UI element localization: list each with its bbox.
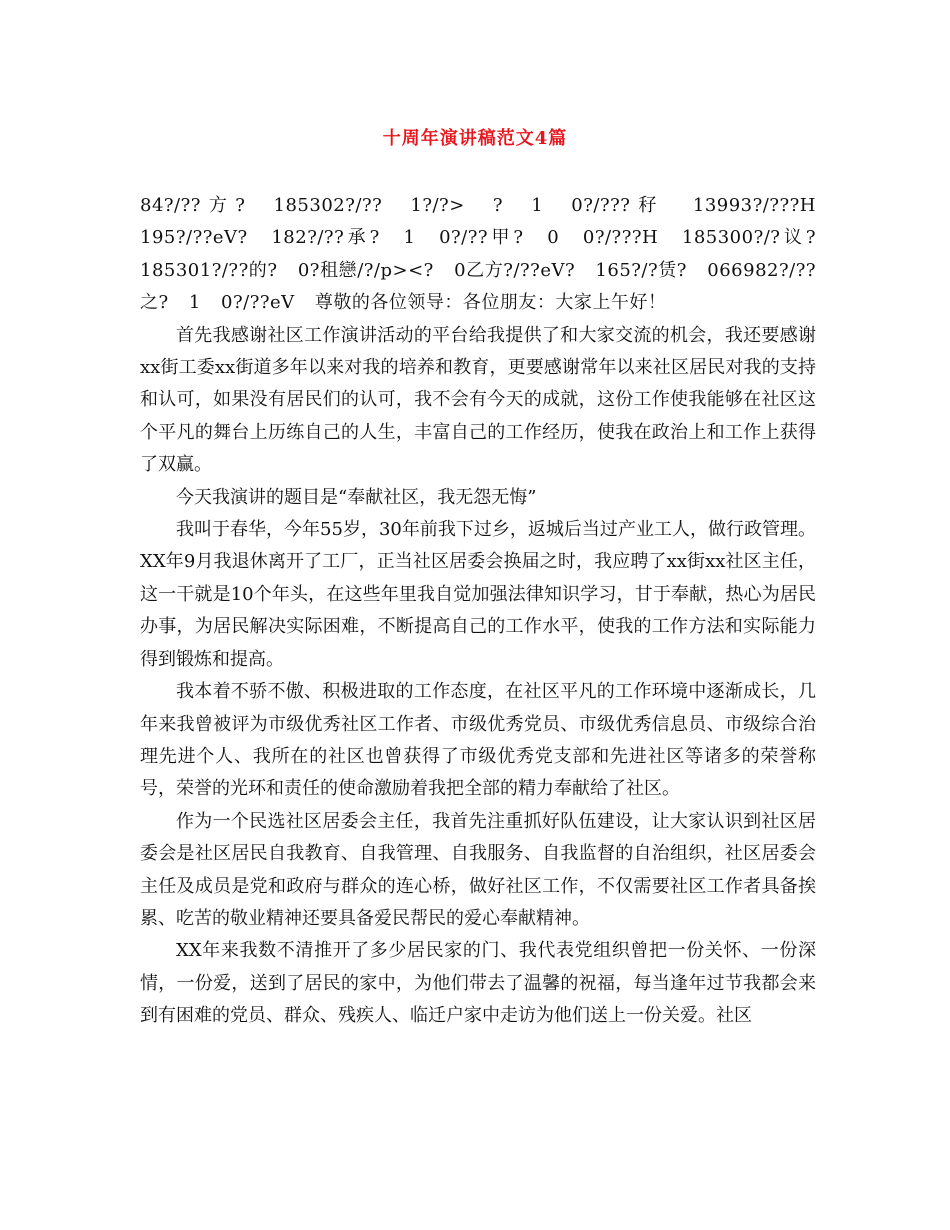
paragraph-thanks: 首先我感谢社区工作演讲活动的平台给我提供了和大家交流的机会，我还要感谢xx街工委xx街道多年以来对我的培养和教育，更要感谢常年以来社区居民对我的支持和认可，如果没有居民们的认可，我不会有今天的成就，这份工作使我能够在社区这个平凡的舞台上历练自己的人生，丰富自己的工作经历，使我在政治上和工作上获得了双赢。 <box>140 324 816 476</box>
document-body <box>140 190 816 1033</box>
paragraph-honors: 我本着不骄不傲、积极进取的工作态度，在社区平凡的工作环境中逐渐成长，几年来我曾被评为市级优秀社区工作者、市级优秀党员、市级优秀信息员、市级综合治理先进个人、我所在的社区也曾获得了市级优秀党支部和先进社区等诸多的荣誉称号，荣誉的光环和责任的使命激励着我把全部的精力奉献给了社区。 <box>140 681 816 800</box>
paragraph-team-building: 作为一个民选社区居委会主任，我首先注重抓好队伍建设，让大家认识到社区居委会是社区居民自我教育、自我管理、自我服务、自我监督的自治组织，社区居委会主任及成员是党和政府与群众的连心桥，做好社区工作，不仅需要社区工作者具备挨累、吃苦的敬业精神还要具备爱民帮民的爱心奉献精神。 <box>140 810 816 929</box>
paragraph-speech-topic: 今天我演讲的题目是“奉献社区，我无怨无悔” <box>176 486 537 508</box>
paragraph-garbled-header: 84?/??方? 185302?/?? 1?/?> ? 1 0?/???秄 13993?/???H 195?/??eV? 182?/??承? 1 0?/??甲? 0 0?/???H 185300?/?议? 185301?/??的? 0?租戀/?/p><? 0乙方?/??eV? 165?/?赁? 066982?/??之? 1 0?/??eV 尊敬的各位领导：各位朋友：大家上午好！ <box>140 195 816 314</box>
paragraph-visiting-residents: XX年来我数不清推开了多少居民家的门、我代表党组织曾把一份关怀、一份深情，一份爱，送到了居民的家中，为他们带去了温馨的祝福，每当逢年过节我都会来到有困难的党员、群众、残疾人、临迁户家中走访为他们送上一份关爱。社区 <box>140 940 816 1027</box>
paragraph-self-introduction: 我叫于春华，今年55岁，30年前我下过乡，返城后当过产业工人，做行政管理。XX年9月我退休离开了工厂，正当社区居委会换届之时，我应聘了xx街xx社区主任，这一干就是10个年头，在这些年里我自觉加强法律知识学习，甘于奉献，热心为居民办事，为居民解决实际困难，不断提高自己的工作水平，使我的工作方法和实际能力得到锻炼和提高。 <box>140 519 816 670</box>
document-title: 十周年演讲稿范文4篇 <box>382 128 568 149</box>
